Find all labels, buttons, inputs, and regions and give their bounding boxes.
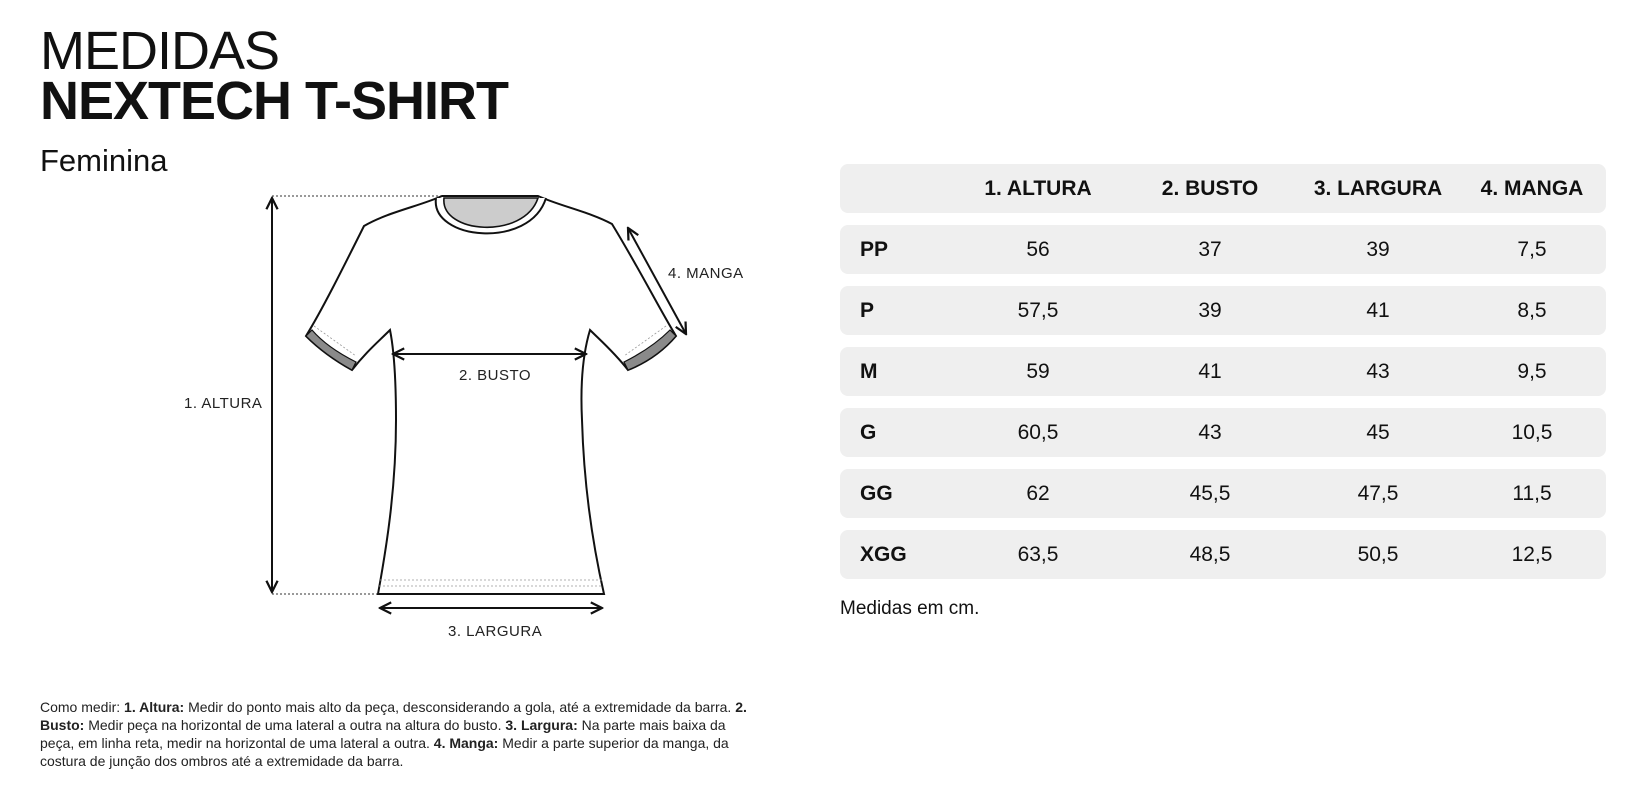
manga-cell: 12,5 [1511, 542, 1553, 566]
size-cell: PP [860, 237, 889, 261]
size-cell: G [860, 420, 877, 444]
busto-cell: 48,5 [1189, 542, 1231, 566]
header-cell-manga: 4. MANGA [1480, 176, 1584, 200]
size-cell: M [860, 359, 878, 383]
manga-instruction-text: Medir a parte superior da manga, da costura de junção dos ombros até a extremidade da barra. [40, 735, 729, 769]
largura-instruction-text: Na parte mais baixa da peça, em linha reta, medir na horizontal de uma lateral a outra. [40, 717, 726, 751]
subtitle: Feminina [40, 143, 168, 178]
table-header-row [840, 164, 1606, 213]
altura-instruction-text: Medir do ponto mais alto da peça, desconsiderando a gola, até a extremidade da barra. [184, 699, 736, 715]
largura-cell: 39 [1366, 237, 1390, 261]
altura-label: 1. ALTURA [184, 395, 263, 412]
busto-cell: 37 [1198, 237, 1222, 261]
altura-instruction-label: 1. Altura: [124, 699, 185, 715]
largura-cell: 41 [1366, 298, 1390, 322]
largura-cell: 45 [1366, 420, 1390, 444]
busto-cell: 43 [1198, 420, 1222, 444]
manga-label: 4. MANGA [668, 265, 744, 282]
manga-cell: 9,5 [1517, 359, 1547, 383]
largura-cell: 50,5 [1357, 542, 1399, 566]
size-cell: XGG [860, 542, 907, 566]
altura-cell: 62 [1026, 481, 1050, 505]
header-cell-altura: 1. ALTURA [984, 176, 1092, 200]
altura-cell: 57,5 [1017, 298, 1059, 322]
manga-cell: 11,5 [1512, 481, 1552, 505]
size-cell: P [860, 298, 875, 322]
busto-cell: 39 [1198, 298, 1222, 322]
busto-cell: 41 [1198, 359, 1222, 383]
table-row [840, 347, 1606, 396]
size-table [840, 164, 1606, 591]
size-cell: GG [860, 481, 893, 505]
largura-label: 3. LARGURA [448, 623, 543, 640]
largura-instruction-label: 3. Largura: [505, 717, 578, 733]
busto-cell: 45,5 [1189, 481, 1231, 505]
tshirt-outline [306, 196, 676, 594]
altura-cell: 56 [1026, 237, 1050, 261]
measuring-instructions [40, 698, 760, 770]
table-row [840, 469, 1606, 518]
busto-instruction-label: 2. Busto: [40, 699, 747, 733]
title-line-2: NEXTECH T-SHIRT [40, 71, 509, 131]
altura-cell: 60,5 [1017, 420, 1059, 444]
instructions-intro: Como medir: [40, 699, 125, 715]
busto-label: 2. BUSTO [459, 367, 532, 384]
table-row [840, 408, 1606, 457]
manga-cell: 8,5 [1517, 298, 1547, 322]
manga-cell: 7,5 [1517, 237, 1547, 261]
title-line-1: MEDIDAS [40, 21, 280, 81]
table-row [840, 530, 1606, 579]
altura-cell: 63,5 [1017, 542, 1059, 566]
header-cell-busto: 2. BUSTO [1161, 176, 1259, 200]
altura-cell: 59 [1026, 359, 1050, 383]
table-row [840, 286, 1606, 335]
tshirt-diagram [0, 0, 780, 660]
units-note: Medidas em cm. [840, 598, 980, 619]
header-cell-largura: 3. LARGURA [1313, 176, 1443, 200]
manga-cell: 10,5 [1511, 420, 1553, 444]
largura-cell: 43 [1366, 359, 1390, 383]
largura-cell: 47,5 [1357, 481, 1399, 505]
manga-instruction-label: 4. Manga: [433, 735, 499, 751]
busto-instruction-text: Medir peça na horizontal de uma lateral a outra na altura do busto. [84, 717, 506, 733]
table-row [840, 225, 1606, 274]
